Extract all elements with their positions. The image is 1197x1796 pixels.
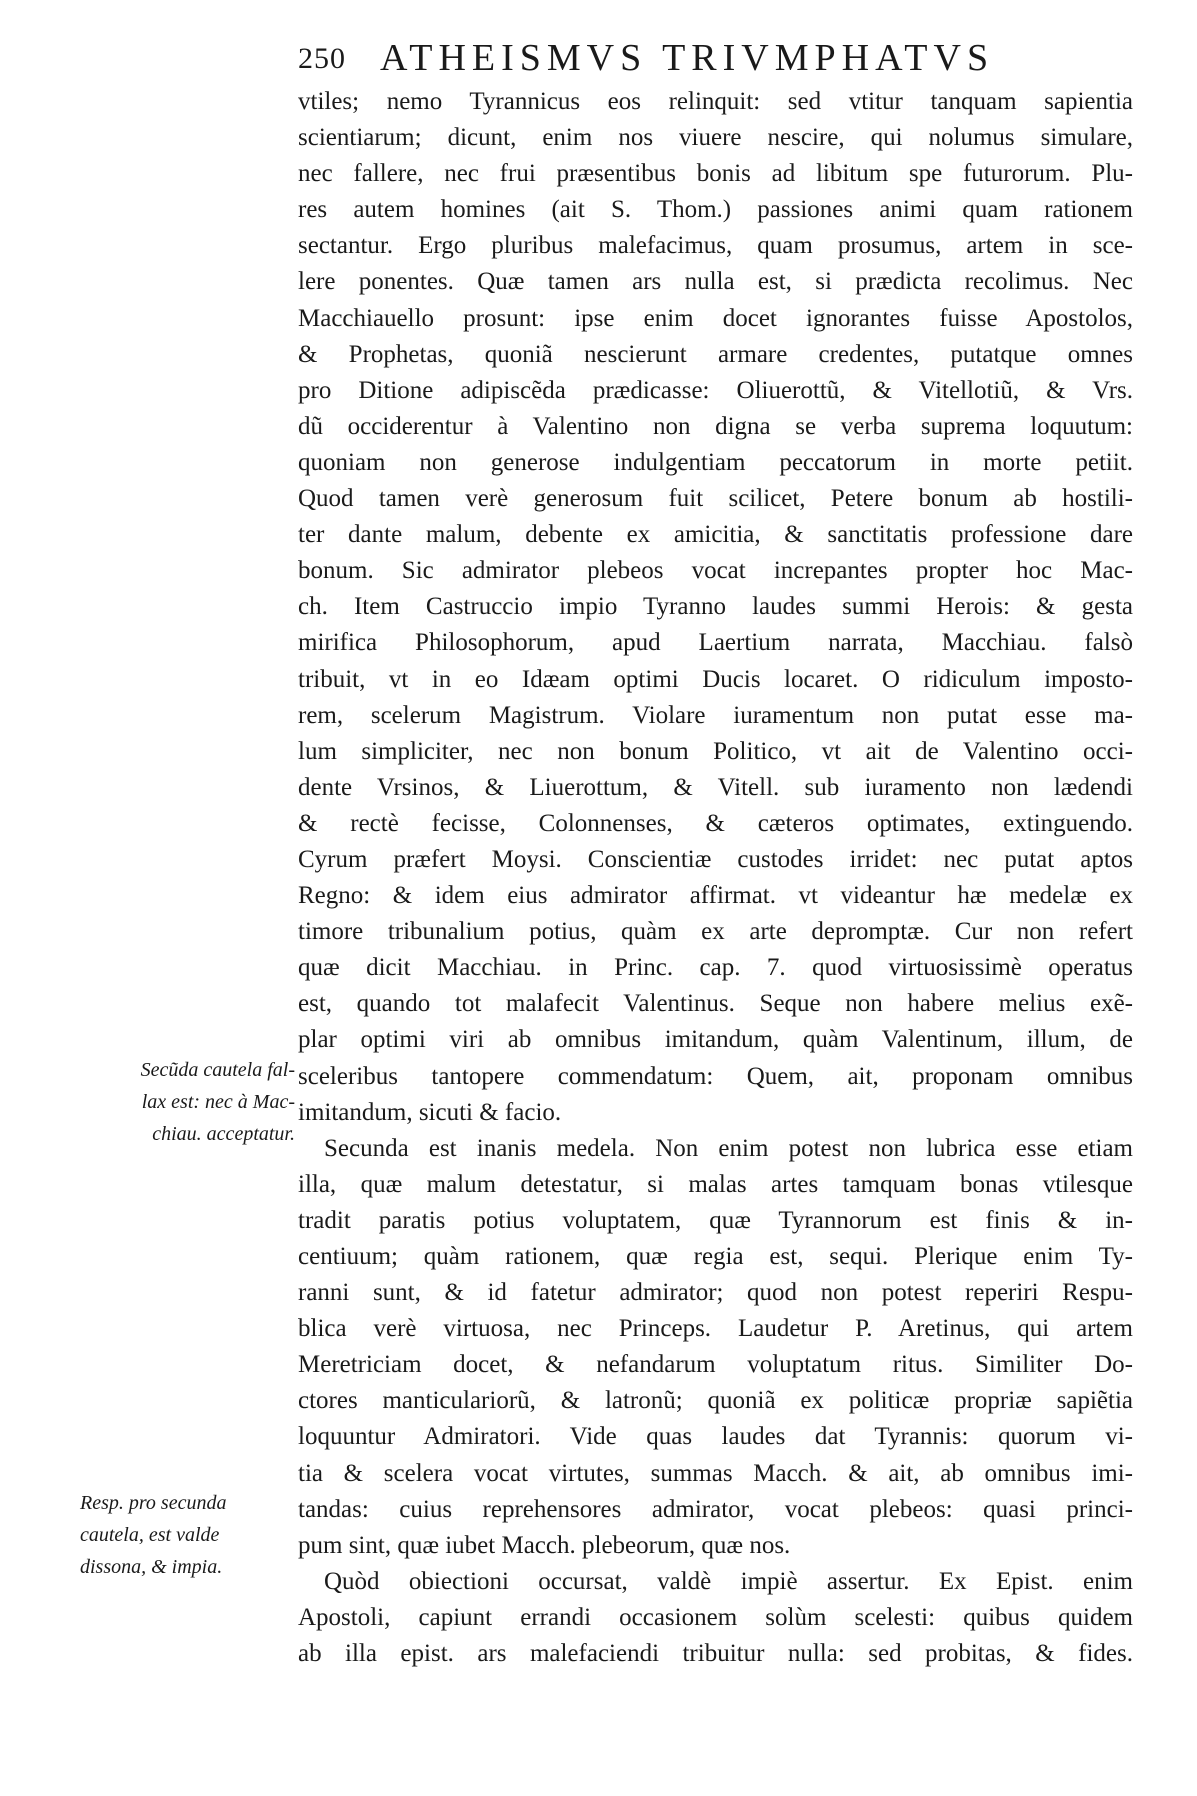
text-line: Meretriciam docet, & nefandarum voluptatum ritus. Similiter Do- [298, 1351, 1133, 1379]
margin-note-first [80, 1054, 295, 1150]
text-line: pro Ditione adipiscẽda prædicasse: Oliuerottũ, & Vitellotiũ, & Vrs. [298, 376, 1133, 404]
text-line: tia & scelera vocat virtutes, summas Macch. & ait, ab omnibus imi- [298, 1459, 1133, 1487]
text-line: illa, quæ malum detestatur, si malas artes tamquam bonas vtilesque [298, 1170, 1133, 1198]
text-line: & rectè fecisse, Colonnenses, & cæteros optimates, extinguendo. [298, 809, 1133, 837]
text-line: Quod tamen verè generosum fuit scilicet, Petere bonum ab hostili- [298, 485, 1133, 513]
text-line: tradit paratis potius voluptatem, quæ Tyrannorum est finis & in- [298, 1206, 1133, 1234]
paragraph-start-line: Quòd obiectioni occursat, valdè impiè assertur. Ex Epist. enim [324, 1567, 1133, 1595]
margin-note-line: cautela, est valde [80, 1524, 220, 1546]
text-line: nec fallere, nec frui præsentibus bonis ad libitum spe futurorum. Plu- [298, 160, 1133, 188]
text-line: ranni sunt, & id fatetur admirator; quod non potest reperiri Respu- [298, 1279, 1133, 1307]
text-line: ab illa epist. ars malefaciendi tribuitur nulla: sed probitas, & fides. [298, 1640, 1133, 1668]
text-line: plar optimi viri ab omnibus imitandum, quàm Valentinum, illum, de [298, 1026, 1133, 1054]
margin-note-line: lax est: nec à Mac- [141, 1091, 295, 1113]
margin-note-second [80, 1487, 295, 1583]
text-line: Macchiauello prosunt: ipse enim docet ignorantes fuisse Apostolos, [298, 304, 1133, 332]
text-line: tandas: cuius reprehensores admirator, vocat plebeos: quasi princi- [298, 1495, 1133, 1523]
text-line: & Prophetas, quoniã nescierunt armare credentes, putatque omnes [298, 340, 1133, 368]
text-line: Apostoli, capiunt errandi occasionem solùm scelesti: quibus quidem [298, 1603, 1133, 1631]
running-title: ATHEISMVS TRIVMPHATVS [380, 37, 995, 79]
text-line: res autem homines (ait S. Thom.) passiones animi quam rationem [298, 196, 1133, 224]
text-line: est, quando tot malafecit Valentinus. Seque non habere melius exẽ- [298, 990, 1133, 1018]
text-line: Regno: & idem eius admirator affirmat. vt videantur hæ medelæ ex [298, 882, 1133, 910]
text-line: ter dante malum, debente ex amicitia, & sanctitatis professione dare [298, 521, 1133, 549]
text-line: pum sint, quæ iubet Macch. plebeorum, quæ nos. [298, 1531, 791, 1559]
text-line: mirifica Philosophorum, apud Laertium narrata, Macchiau. falsò [298, 629, 1133, 657]
text-line: lum simpliciter, nec non bonum Politico, vt ait de Valentino occi- [298, 737, 1133, 765]
text-line: blica verè virtuosa, nec Princeps. Laudetur P. Aretinus, qui artem [298, 1315, 1133, 1343]
margin-note-line: dissona, & impia. [80, 1556, 223, 1578]
text-line: sectantur. Ergo pluribus malefacimus, quam prosumus, artem in sce- [298, 232, 1133, 260]
margin-note-line: Resp. pro secunda [80, 1492, 227, 1514]
text-line: sceleribus tantopere commendatum: Quem, ait, proponam omnibus [298, 1062, 1133, 1090]
text-line: ch. Item Castruccio impio Tyranno laudes summi Herois: & gesta [298, 593, 1133, 621]
text-line: rem, scelerum Magistrum. Violare iuramentum non putat esse ma- [298, 701, 1133, 729]
main-text-block [298, 84, 1133, 1672]
text-line: quoniam non generose indulgentiam peccatorum in morte petiit. [298, 448, 1133, 476]
text-line: bonum. Sic admirator plebeos vocat increpantes propter hoc Mac- [298, 557, 1133, 585]
page-header [298, 36, 1118, 86]
text-line: imitandum, sicuti & facio. [298, 1098, 562, 1126]
text-line: timore tribunalium potius, quàm ex arte depromptæ. Cur non refert [298, 918, 1133, 946]
text-line: tribuit, vt in eo Idæam optimi Ducis locaret. O ridiculum imposto- [298, 665, 1133, 693]
text-line: lere ponentes. Quæ tamen ars nulla est, si prædicta recolimus. Nec [298, 268, 1133, 296]
text-line: vtiles; nemo Tyrannicus eos relinquit: sed vtitur tanquam sapientia [298, 88, 1133, 115]
text-line: centiuum; quàm rationem, quæ regia est, sequi. Plerique enim Ty- [298, 1243, 1133, 1270]
text-line: loquuntur Admiratori. Vide quas laudes dat Tyrannis: quorum vi- [298, 1423, 1133, 1451]
text-line: Cyrum præfert Moysi. Conscientiæ custodes irridet: nec putat aptos [298, 845, 1133, 873]
text-line: scientiarum; dicunt, enim nos viuere nescire, qui nolumus simulare, [298, 124, 1133, 152]
margin-note-line: chiau. acceptatur. [152, 1123, 295, 1145]
text-line: dente Vrsinos, & Liuerottum, & Vitell. sub iuramento non lædendi [298, 773, 1133, 801]
margin-note-line: Secũda cautela fal- [140, 1059, 295, 1081]
text-line: ctores manticulariorũ, & latronũ; quoniã ex politicæ propriæ sapiẽtia [298, 1387, 1133, 1415]
paragraph-start-line: Secunda est inanis medela. Non enim potest non lubrica esse etiam [324, 1134, 1133, 1162]
page-number: 250 [298, 42, 346, 75]
text-line: dũ occiderentur à Valentino non digna se verba suprema loquutum: [298, 412, 1133, 440]
text-line: quæ dicit Macchiau. in Princ. cap. 7. quod virtuosissimè operatus [298, 954, 1133, 982]
